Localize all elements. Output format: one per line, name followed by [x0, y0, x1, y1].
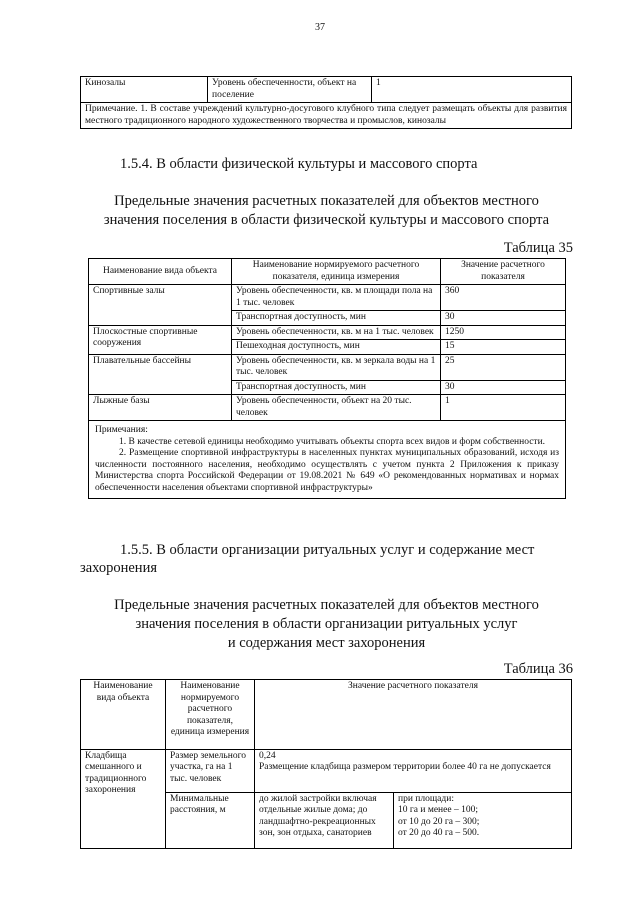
cell-value: 1	[372, 77, 572, 103]
indicator: Транспортная доступность, мин	[232, 311, 441, 326]
table-36	[80, 679, 572, 849]
heading-line: захоронения	[80, 560, 157, 576]
indicator-value	[255, 749, 572, 792]
section-heading-154: 1.5.4. В области физической культуры и массового спорта	[120, 156, 478, 172]
indicator-value: 15	[441, 340, 566, 355]
indicator: Уровень обеспеченности, объект на 20 тыс. человек	[232, 395, 441, 421]
indicator-value: 30	[441, 380, 566, 395]
section-heading-155	[80, 541, 573, 577]
page-number: 37	[315, 22, 325, 33]
heading-line: 1.5.5. В области организации ритуальных услуг и содержание мест	[120, 542, 535, 558]
column-header: Наименование вида объекта	[89, 259, 232, 285]
title-line: значения поселения в области физической культуры и массового спорта	[103, 212, 550, 228]
title-line: Предельные значения расчетных показателей для объектов местного	[114, 193, 539, 209]
title-block-36	[80, 596, 573, 653]
cell-object-name: Кинозалы	[81, 77, 208, 103]
indicator: Уровень обеспеченности, кв. м на 1 тыс. человек	[232, 325, 441, 340]
title-line: значения поселения в области организации ритуальных услуг	[135, 616, 518, 632]
object-name: Плоскостные спортивные сооружения	[89, 325, 232, 354]
table-label-35: Таблица 35	[503, 240, 573, 256]
continuation-table	[80, 76, 572, 129]
table-notes	[89, 421, 566, 499]
column-header: Значение расчетного показателя	[255, 680, 572, 750]
object-name: Спортивные залы	[89, 285, 232, 326]
distance-values	[394, 792, 572, 848]
value-note: Размещение кладбища размером территории более 40 га не допускается	[259, 762, 551, 773]
title-line: Предельные значения расчетных показателей для объектов местного	[114, 597, 539, 613]
title-block-35	[80, 192, 573, 230]
indicator-value: 30	[441, 311, 566, 326]
note-paragraph: 2. Размещение спортивной инфраструктуры в населенных пунктах муниципальных образований, исходя из численности постоянного населения, необходимо осуществлять с учетом пункта 2 Приложения к приказу Министерства спорта Российской Федерации от 19.08.2021 № 649 «О рекомендованных нормативах и нормах обеспеченности населения объектами спортивной инфраструктуры»	[95, 448, 559, 493]
indicator-value: 25	[441, 354, 566, 380]
object-name: Лыжные базы	[89, 395, 232, 421]
column-header: Наименование нормируемого расчетного показателя, единица измерения	[166, 680, 255, 750]
value-main: 0,24	[259, 750, 276, 761]
table-note: Примечание. 1. В составе учреждений культурно-досугового клубного типа следует размещать объекты для развития местного традиционного народного художественного творчества и промыслов, кинозалы	[81, 103, 572, 129]
notes-title: Примечания:	[95, 425, 148, 435]
column-header: Наименование нормируемого расчетного показателя, единица измерения	[232, 259, 441, 285]
indicator: Уровень обеспеченности, кв. м площади пола на 1 тыс. человек	[232, 285, 441, 311]
distance-line: при площади:	[398, 793, 454, 804]
distance-condition: до жилой застройки включая отдельные жилые дома; до ландшафтно-рекреационных зон, зон отдыха, санаториев	[255, 792, 394, 848]
distance-line: от 10 до 20 га – 300;	[398, 816, 480, 827]
indicator: Пешеходная доступность, мин	[232, 340, 441, 355]
indicator: Уровень обеспеченности, кв. м зеркала воды на 1 тыс. человек	[232, 354, 441, 380]
indicator: Минимальные расстояния, м	[166, 792, 255, 848]
object-name: Кладбища смешанного и традиционного захоронения	[81, 749, 166, 848]
indicator: Транспортная доступность, мин	[232, 380, 441, 395]
cell-indicator: Уровень обеспеченности, объект на поселение	[208, 77, 372, 103]
table-label-36: Таблица 36	[503, 661, 573, 677]
distance-line: от 20 до 40 га – 500.	[398, 828, 480, 839]
indicator-value: 1250	[441, 325, 566, 340]
indicator: Размер земельного участка, га на 1 тыс. человек	[166, 749, 255, 792]
note-paragraph: 1. В качестве сетевой единицы необходимо учитывать объекты спорта всех видов и форм собственности.	[119, 436, 546, 447]
indicator-value: 1	[441, 395, 566, 421]
indicator-value: 360	[441, 285, 566, 311]
table-35	[88, 258, 566, 499]
column-header: Наименование вида объекта	[81, 680, 166, 750]
object-name: Плавательные бассейны	[89, 354, 232, 395]
distance-line: 10 га и менее – 100;	[398, 805, 478, 816]
title-line: и содержания мест захоронения	[227, 635, 426, 651]
column-header: Значение расчетного показателя	[441, 259, 566, 285]
